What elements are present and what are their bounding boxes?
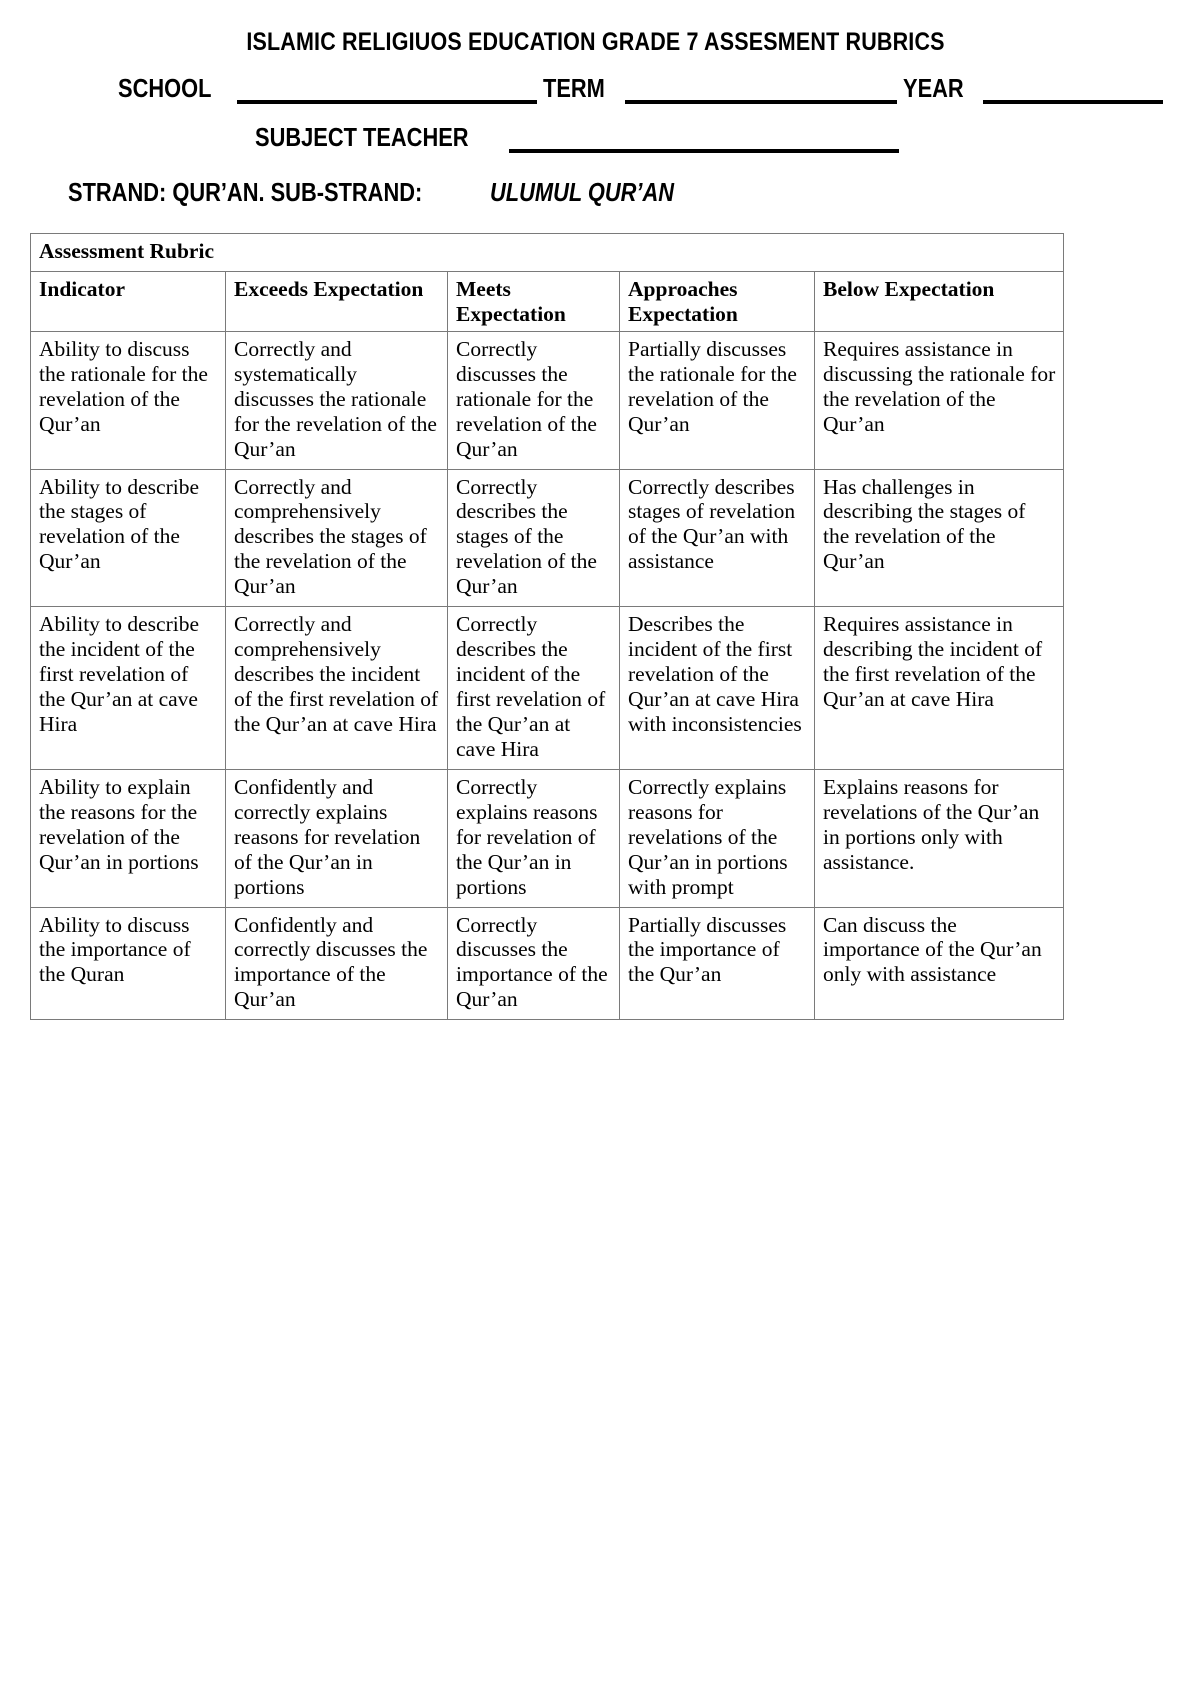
cell-meets: Correctly explains reasons for revelation of the Qur’an in portions bbox=[448, 769, 620, 907]
school-label: SCHOOL bbox=[118, 73, 212, 103]
strand-line bbox=[0, 153, 1191, 208]
table-caption: Assessment Rubric bbox=[31, 234, 1064, 272]
column-header-approaches-expectation: Approaches Expectation bbox=[620, 271, 815, 331]
cell-exceeds: Confidently and correctly explains reasons for revelation of the Qur’an in portions bbox=[226, 769, 448, 907]
cell-approaches: Correctly explains reasons for revelations of the Qur’an in portions with prompt bbox=[620, 769, 815, 907]
year-input[interactable] bbox=[983, 79, 1163, 104]
cell-indicator: Ability to describe the stages of revelation of the Qur’an bbox=[31, 469, 226, 607]
cell-below: Explains reasons for revelations of the Qur’an in portions only with assistance. bbox=[815, 769, 1064, 907]
page-title: ISLAMIC RELIGIUOS EDUCATION GRADE 7 ASSESMENT RUBRICS bbox=[246, 28, 945, 56]
term-label: TERM bbox=[543, 73, 606, 103]
cell-meets: Correctly describes the incident of the first revelation of the Qur’an at cave Hira bbox=[448, 607, 620, 770]
table-header-row bbox=[31, 271, 1064, 331]
table-caption-row bbox=[31, 234, 1064, 272]
subject-teacher-input[interactable] bbox=[509, 128, 899, 153]
cell-meets: Correctly discusses the rationale for the revelation of the Qur’an bbox=[448, 331, 620, 469]
year-label: YEAR bbox=[902, 73, 964, 103]
cell-approaches: Describes the incident of the first revelation of the Qur’an at cave Hira with inconsistencies bbox=[620, 607, 815, 770]
cell-exceeds: Correctly and comprehensively describes the stages of the revelation of the Qur’an bbox=[226, 469, 448, 607]
table-row bbox=[31, 469, 1064, 607]
cell-below: Has challenges in describing the stages of the revelation of the Qur’an bbox=[815, 469, 1064, 607]
column-header-meets-expectation: Meets Expectation bbox=[448, 271, 620, 331]
cell-indicator: Ability to discuss the importance of the Quran bbox=[31, 907, 226, 1020]
cell-indicator: Ability to explain the reasons for the revelation of the Qur’an in portions bbox=[31, 769, 226, 907]
strand-label: STRAND: QUR’AN. SUB-STRAND: bbox=[68, 177, 423, 207]
cell-meets: Correctly describes the stages of the revelation of the Qur’an bbox=[448, 469, 620, 607]
cell-below: Can discuss the importance of the Qur’an only with assistance bbox=[815, 907, 1064, 1020]
cell-below: Requires assistance in discussing the rationale for the revelation of the Qur’an bbox=[815, 331, 1064, 469]
cell-indicator: Ability to describe the incident of the first revelation of the Qur’an at cave Hira bbox=[31, 607, 226, 770]
column-header-below-expectation: Below Expectation bbox=[815, 271, 1064, 331]
cell-exceeds: Correctly and systematically discusses the rationale for the revelation of the Qur’an bbox=[226, 331, 448, 469]
assessment-rubric-table-wrapper bbox=[30, 233, 1063, 1020]
cell-indicator: Ability to discuss the rationale for the revelation of the Qur’an bbox=[31, 331, 226, 469]
cell-approaches: Partially discusses the rationale for the revelation of the Qur’an bbox=[620, 331, 815, 469]
table-row bbox=[31, 907, 1064, 1020]
term-input[interactable] bbox=[625, 79, 897, 104]
table-row bbox=[31, 607, 1064, 770]
subject-teacher-line bbox=[0, 104, 1191, 153]
school-input[interactable] bbox=[237, 79, 537, 104]
table-row bbox=[31, 331, 1064, 469]
subject-teacher-label: SUBJECT TEACHER bbox=[255, 122, 469, 152]
cell-meets: Correctly discusses the importance of the Qur’an bbox=[448, 907, 620, 1020]
cell-exceeds: Confidently and correctly discusses the importance of the Qur’an bbox=[226, 907, 448, 1020]
school-term-year-line bbox=[0, 57, 1191, 104]
assessment-rubric-table bbox=[30, 233, 1064, 1020]
cell-approaches: Partially discusses the importance of the Qur’an bbox=[620, 907, 815, 1020]
table-row bbox=[31, 769, 1064, 907]
column-header-exceeds-expectation: Exceeds Expectation bbox=[226, 271, 448, 331]
cell-exceeds: Correctly and comprehensively describes the incident of the first revelation of the Qur’an at cave Hira bbox=[226, 607, 448, 770]
cell-approaches: Correctly describes stages of revelation of the Qur’an with assistance bbox=[620, 469, 815, 607]
column-header-indicator: Indicator bbox=[31, 271, 226, 331]
cell-below: Requires assistance in describing the incident of the first revelation of the Qur’an at cave Hira bbox=[815, 607, 1064, 770]
substrand-label: ULUMUL QUR’AN bbox=[489, 177, 674, 207]
